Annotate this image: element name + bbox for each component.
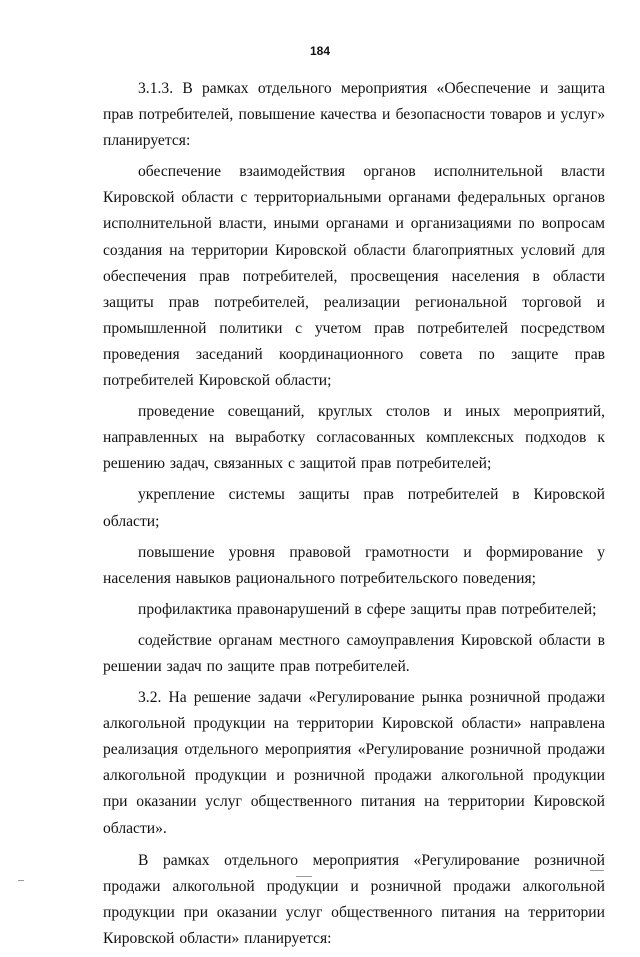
scan-artifact-right: [590, 870, 604, 871]
paragraph-interaction: обеспечение взаимодействия органов исполнительной власти Кировской области с территориальными органами федеральных органов исполнительной власти, иными органами и организациями по вопросам создания на территории Кировской области благоприятных условий для обеспечения прав потребителей, просвещения населения в области защиты прав потребителей, реализации региональной торговой и промышленной политики с учетом прав потребителей посредством проведения заседаний координационного совета по защите прав потребителей Кировской области;: [103, 163, 605, 390]
page-number: 184: [309, 44, 331, 58]
paragraph-meetings: проведение совещаний, круглых столов и иных мероприятий, направленных на выработку согласованных комплексных подходов к решению задач, связанных с защитой прав потребителей;: [103, 403, 605, 473]
paragraph-prevention: профилактика правонарушений в сфере защиты прав потребителей;: [138, 600, 597, 618]
paragraph-strengthening: укрепление системы защиты прав потребителей в Кировской области;: [103, 486, 605, 530]
paragraph-literacy: повышение уровня правовой грамотности и формирование у населения навыков рационального потребительского поведения;: [103, 543, 605, 587]
scan-artifact-left: [18, 880, 24, 881]
paragraph-local-government: содействие органам местного самоуправления Кировской области в решении задач по защите прав потребителей.: [103, 631, 605, 675]
paragraph-planned: В рамках отдельного мероприятия «Регулирование розничной продажи алкогольной продукции и розничной продажи алкогольной продукции при оказании услуг общественного питания на территории Кировской области» планируется:: [103, 851, 605, 947]
paragraph-3-1-3-intro: 3.1.3. В рамках отдельного мероприятия «Обеспечение и защита прав потребителей, повышение качества и безопасности товаров и услуг» планируется:: [103, 80, 605, 150]
paragraph-3-2: 3.2. На решение задачи «Регулирование рынка розничной продажи алкогольной продукции на территории Кировской области» направлена реализация отдельного мероприятия «Регулирование розничной продажи алкогольной продукции и розничной продажи алкогольной продукции при оказании услуг общественного питания на территории Кировской области».: [103, 689, 605, 837]
scan-artifact-center: [296, 876, 312, 877]
document-body: [103, 76, 605, 957]
